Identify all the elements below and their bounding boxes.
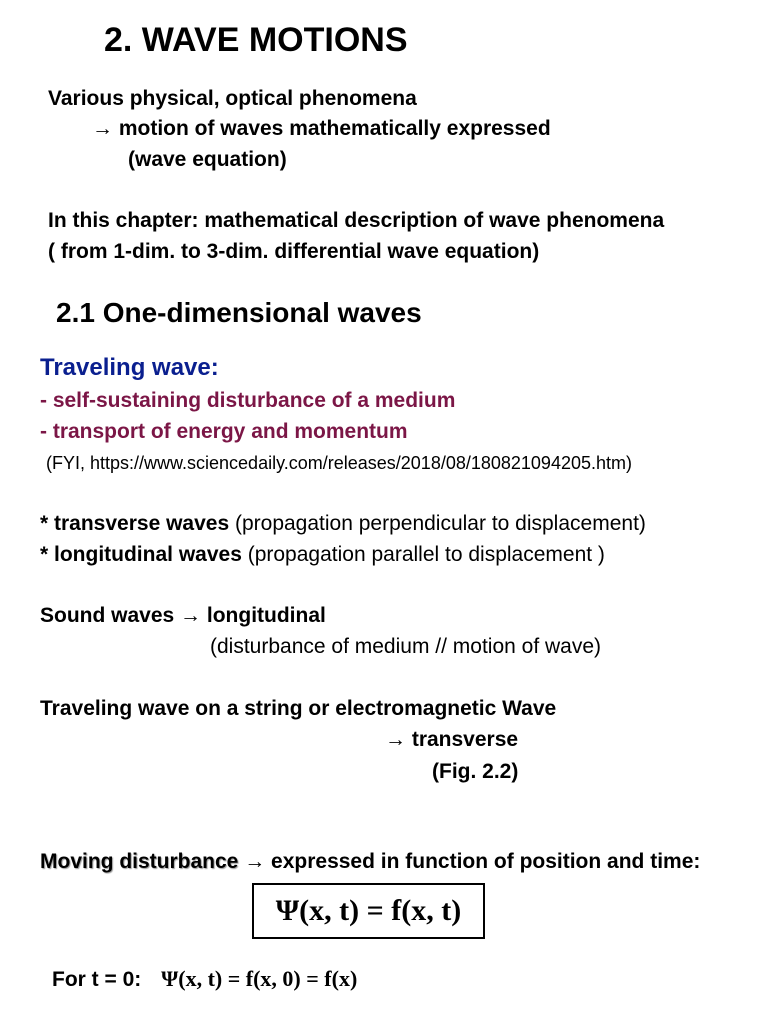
longitudinal-label: * longitudinal waves <box>40 543 242 566</box>
moving-disturbance-label: Moving disturbance <box>40 850 239 873</box>
transverse-description: (propagation perpendicular to displacement) <box>229 512 646 535</box>
moving-disturbance-line <box>40 849 700 875</box>
transverse-waves-line <box>40 511 646 537</box>
page-title: 2. WAVE MOTIONS <box>104 21 408 59</box>
t0-equation: Ψ(x, t) = f(x, 0) = f(x) <box>161 966 358 991</box>
figure-reference: (Fig. 2.2) <box>432 760 519 783</box>
longitudinal-description: (propagation parallel to displacement ) <box>241 543 605 566</box>
longitudinal-waves-line <box>40 542 605 568</box>
sound-waves-note: (disturbance of medium // motion of wave) <box>210 635 602 658</box>
traveling-wave-point-2: - transport of energy and momentum <box>40 420 408 443</box>
intro-line-3: (wave equation) <box>128 148 287 171</box>
moving-disturbance-text: → expressed in function of position and time: <box>238 850 701 873</box>
string-wave-line-1: Traveling wave on a string or electromagnetic Wave <box>40 697 557 720</box>
chapter-line-2: ( from 1-dim. to 3-dim. differential wave equation) <box>48 240 540 263</box>
fyi-reference: (FYI, https://www.sciencedaily.com/releases/2018/08/180821094205.htm) <box>46 453 632 473</box>
traveling-wave-heading: Traveling wave: <box>40 354 219 381</box>
wave-function-equation-box: Ψ(x, t) = f(x, t) <box>252 883 485 939</box>
intro-line-2: → motion of waves mathematically expressed <box>92 117 551 140</box>
chapter-line-1: In this chapter: mathematical description of wave phenomena <box>48 209 665 232</box>
string-wave-line-2: → transverse <box>385 728 519 751</box>
t0-label: For t = 0: <box>52 968 142 991</box>
t0-line <box>52 966 357 993</box>
traveling-wave-point-1: - self-sustaining disturbance of a medium <box>40 389 456 412</box>
transverse-label: * transverse waves <box>40 512 230 535</box>
intro-line-1: Various physical, optical phenomena <box>48 87 417 110</box>
section-title: 2.1 One-dimensional waves <box>56 297 422 328</box>
sound-waves-line: Sound waves → longitudinal <box>40 604 326 627</box>
